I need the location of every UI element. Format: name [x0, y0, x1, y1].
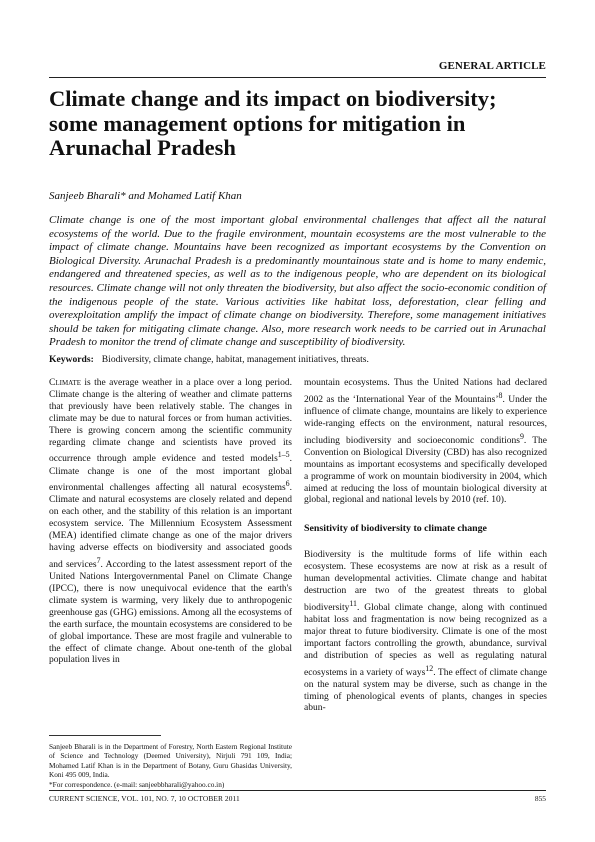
- body-text: . Climate and natural ecosystems are closely related and depend on each other, and the stability of this relation is an important ecosystem service. The Millennium Ecosystem Assessment (MEA) identified climate change as one of the major drivers having adverse effects on biodiversity and associated goods and services: [49, 483, 292, 571]
- keywords-label: Keywords:: [49, 354, 94, 365]
- footnote-affiliation: Sanjeeb Bharali is in the Department of Forestry, North Eastern Regional Institute of Science and Technology (Deemed University), Nirjuli 791 109, India; Mohamed Latif Khan is in the Department of Botany, Guru Ghasidas University, Koni 495 009, India.: [49, 742, 292, 780]
- page-number: 855: [534, 794, 546, 803]
- body-column-left: [49, 378, 292, 667]
- body-text: . Under the influence of climate change, mountains are likely to experience wide-ranging effects on the environment, natural resources, including biodiversity and socioeconomic conditions: [304, 395, 547, 446]
- body-paragraph: [304, 378, 547, 507]
- body-paragraph: [49, 378, 292, 667]
- body-text: is the average weather in a place over a long period. Climate change is the altering of weather and climate patterns that previously have been relatively stable. The changes in climate may be due to natural forces or from human activities. There is growing concern among the scientific community regarding climate change and scientists have proved its occurrence through ample evidence and tested models: [49, 378, 292, 465]
- footnote-rule: [49, 735, 161, 736]
- body-column-right: [304, 378, 547, 715]
- journal-citation: CURRENT SCIENCE, VOL. 101, NO. 7, 10 OCTOBER 2011: [49, 794, 240, 803]
- citation: 6: [285, 479, 290, 489]
- drop-cap: Climate: [49, 378, 81, 388]
- article-authors: Sanjeeb Bharali* and Mohamed Latif Khan: [49, 190, 242, 202]
- body-text: . According to the latest assessment report of the United Nations Intergovernmental Panel on Climate Change (IPCC), there is now unequivocal evidence that the earth's climate system is warming, very likely due to anthropogenic greenhouse gas (GHG) emissions. Among all the ecosystems of the earth surface, the mountain ecosystems are considered to be of global importance. These are most fragile and vulnerable to the effect of climate change. About one-tenth of the global population lives in: [49, 560, 292, 666]
- keywords-text: Biodiversity, climate change, habitat, management initiatives, threats.: [101, 354, 369, 365]
- section-label: GENERAL ARTICLE: [438, 60, 546, 72]
- header-rule: [49, 77, 546, 78]
- section-heading: Sensitivity of biodiversity to climate change: [304, 523, 487, 535]
- footer-rule: [49, 790, 546, 791]
- body-text: . Climate change is one of the most important global environmental challenges affecting all natural ecosystems: [49, 454, 292, 494]
- citation: 11: [349, 598, 358, 608]
- citation: 7: [96, 556, 101, 565]
- footnote-correspondence: *For correspondence. (e-mail: sanjeebbharali@yahoo.co.in): [49, 779, 225, 789]
- citation: 12: [425, 663, 434, 673]
- body-text: mountain ecosystems. Thus the United Nations had declared 2002 as the ‘International Year of the Mountains’: [304, 378, 547, 406]
- article-title: Climate change and its impact on biodiversity; some management options for mitigation in Arunachal Pradesh: [49, 86, 497, 160]
- citation: 1–5: [277, 450, 290, 460]
- citation: 8: [498, 390, 503, 400]
- abstract: Climate change is one of the most important global environmental challenges that affect all the natural ecosystems of the world. Due to the fragile environment, mountain ecosystems are the most vulnerable to the impact of climate change. Mountains have been recognized as important ecosystems by the Convention on Biological Diversity. Arunachal Pradesh is a predominantly mountainous state and is home to many endemic, endangered and threatened species, as well as to the indigenous people, who are dependent on its biological resources. Climate change will not only threaten the biodiversity, but also affect the socio-economic condition of the indigenous people of the state. Various activities like habitat loss, deforestation, clear felling and overexploitation amplify the impact of climate change on biodiversity. Therefore, some management initiatives should be taken for mitigating climate change. Also, more research work needs to be carried out in Arunachal Pradesh to monitor the trend of climate change and susceptibility of biodiversity.: [49, 214, 546, 349]
- body-paragraph: [304, 550, 547, 715]
- keywords: [49, 354, 546, 365]
- body-text: . The Convention on Biological Diversity (CBD) has also recognized mountains as important ecosystems and specifically developed a programme of work on mountain biodiversity in 2004, which aimed at reducing the loss of mountain biological diversity at global, regional and national levels by 2010 (ref. 10).: [304, 435, 547, 506]
- body-text: . Global climate change, along with continued habitat loss and fragmentation is now being recognized as a major threat to future biodiversity. Climate is one of the most important factors controlling the growth, abundance, survival and distribution of species as well as regulating natural ecosystems in a variety of ways: [304, 603, 547, 678]
- body-text: Biodiversity is the multitude forms of life within each ecosystem. These ecosystems are now at risk as a result of human developmental activities. Climate change and habitat destruction are two of the greatest threats to global biodiversity: [304, 550, 547, 614]
- footnote: [49, 742, 292, 789]
- body-text: . The effect of climate change on the natural system may be diverse, such as change in the timing of phenological events of plants, changes in species abun-: [304, 667, 547, 714]
- citation: 9: [519, 431, 524, 441]
